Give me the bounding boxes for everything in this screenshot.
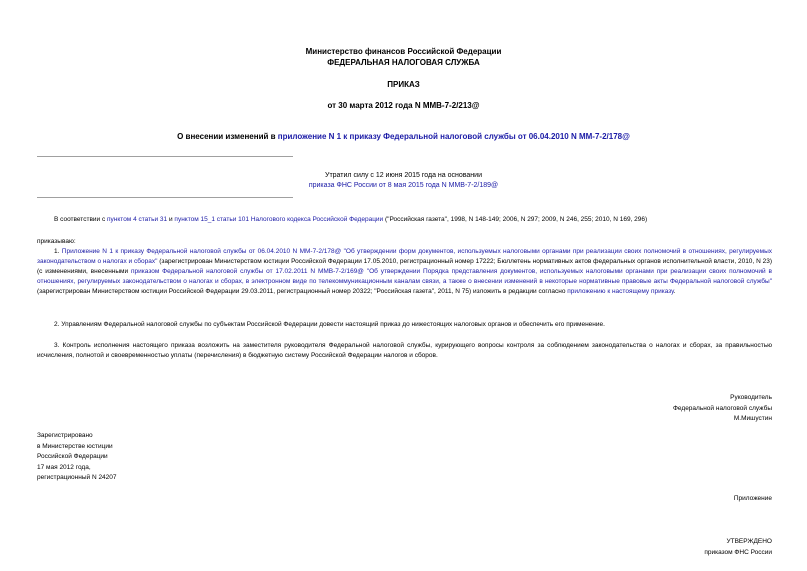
registration-block xyxy=(37,431,117,484)
divider-bottom xyxy=(37,197,293,198)
signature-block xyxy=(673,393,772,425)
preamble-paragraph xyxy=(37,215,772,225)
preamble-link-article101[interactable]: пунктом 15_1 статьи 101 Налогового кодекса Российской Федерации xyxy=(174,216,384,223)
title-prefix: О внесении изменений в xyxy=(177,132,278,141)
item-1-link-appendix[interactable]: Приложение N 1 к приказу Федеральной налоговой службы от 06.04.2010 N ММ-7-2/178@ "Об утверждении форм документов, используемых налоговыми органами при реализации своих полномочий в отношениях, регулируемых законодательством о налогах и сборах" xyxy=(37,248,772,265)
item-1-link-order[interactable]: приказом Федеральной налоговой службы от 17.02.2011 N ММВ-7-2/169@ "Об утверждении Порядка представления документов, используемых налоговыми органами при реализации своих полномочий в отношениях, регулируемых законодательством о налогах и сборах, в электронном виде по телекоммуникационным каналам связи, а также о внесении изменений в некоторые нормативные правовые акты Федеральной налоговой службы" xyxy=(37,268,772,285)
registration-line: Российской Федерации xyxy=(37,453,108,460)
preamble-link-article31[interactable]: пунктом 4 статьи 31 xyxy=(107,216,168,223)
status-note xyxy=(0,171,807,191)
registration-line: регистрационный N 24207 xyxy=(37,474,117,481)
doc-title xyxy=(0,132,807,141)
appendix-approved-block xyxy=(704,537,772,558)
status-note-link[interactable]: приказа ФНС России от 8 мая 2015 года N ММВ-7-2/189@ xyxy=(308,182,499,189)
registration-line: Зарегистрировано xyxy=(37,432,93,439)
signature-title: Руководитель xyxy=(730,394,772,401)
registration-line: в Министерстве юстиции xyxy=(37,442,113,450)
registration-line: 17 мая 2012 года, xyxy=(37,463,91,471)
preamble-text: В соответствии с xyxy=(54,216,108,223)
doc-date: от 30 марта 2012 года N ММВ-7-2/213@ xyxy=(327,101,480,110)
doc-type: ПРИКАЗ xyxy=(387,80,420,89)
title-link[interactable]: приложение N 1 к приказу Федеральной налоговой службы от 06.04.2010 N ММ-7-2/178@ xyxy=(277,132,630,141)
appendix-approved: УТВЕРЖДЕНО xyxy=(726,538,772,545)
divider-top xyxy=(37,156,293,157)
preamble-text: ("Российская газета", 1998, N 148-149; 2006, N 297; 2009, N 246, 255; 2010, N 169, 296) xyxy=(383,216,648,223)
appendix-by-order: приказом ФНС России xyxy=(704,548,772,556)
item-1-text: . xyxy=(673,288,676,295)
item-3-paragraph: 3. Контроль исполнения настоящего приказа возложить на заместителя руководителя Федеральной налоговой службы, курирующего вопросы контроля за соблюдением законодательства о налогах и сборах, за правильностью исчисления, полнотой и своевременностью уплаты (перечисления) в бюджетную систему Российской Федерации налогов и сборов. xyxy=(37,342,772,359)
preamble-text: и xyxy=(167,216,175,223)
item-1-text: 1. xyxy=(54,248,62,255)
status-note-text: Утратил силу с 12 июня 2015 года на основании xyxy=(325,172,482,179)
signature-org: Федеральной налоговой службы xyxy=(672,404,772,412)
item-1-link-annex[interactable]: приложению к настоящему приказу xyxy=(567,288,674,295)
ministry-name: Министерство финансов Российской Федерации xyxy=(305,47,502,56)
signature-name: М.Мишустин xyxy=(733,415,772,422)
item-1-text: (зарегистрирован Министерством юстиции Российской Федерации 29.03.2011, регистрационный номер 20322; "Российская газета", 2011, N 75) изложить в редакции согласно xyxy=(37,288,568,295)
item-1-paragraph xyxy=(37,247,772,297)
item-1-text: (зарегистрирован Министерством юстиции Российской Федерации 17.05.2010, регистрационный номер 17222; Бюллетень нормативных актов федеральных органов исполнительной власти, 2010, N 23) (с изменениями, внесенными xyxy=(37,258,773,275)
order-word: приказываю: xyxy=(37,238,76,245)
service-name: ФЕДЕРАЛЬНАЯ НАЛОГОВАЯ СЛУЖБА xyxy=(327,58,480,67)
appendix-label: Приложение xyxy=(733,495,772,502)
item-2-paragraph: 2. Управлениям Федеральной налоговой службы по субъектам Российской Федерации довести настоящий приказ до нижестоящих налоговых органов и обеспечить его применение. xyxy=(54,321,605,328)
